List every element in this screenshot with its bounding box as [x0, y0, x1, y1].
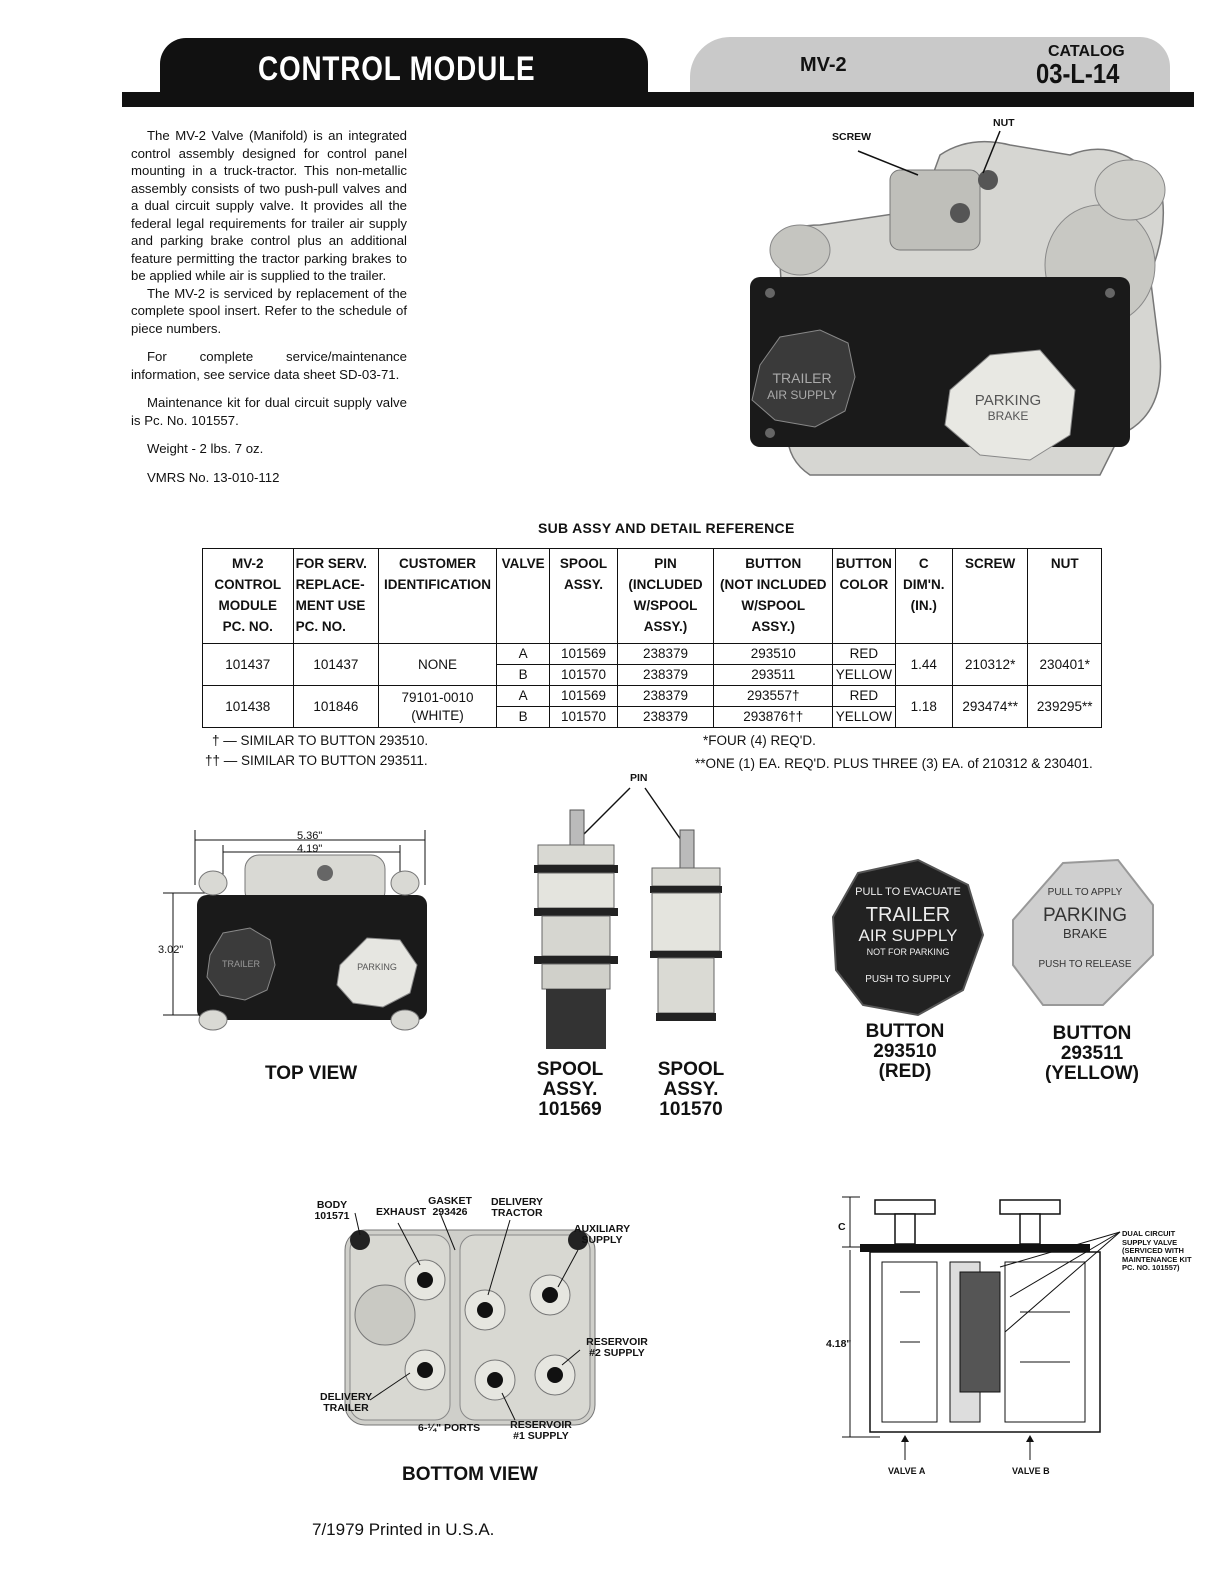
- label-ports: 6-¼" PORTS: [418, 1422, 481, 1434]
- header-line: (IN.): [910, 598, 937, 613]
- button-number: 293510: [873, 1041, 937, 1062]
- col-header-valve: [496, 549, 549, 644]
- col-header-customer: [379, 549, 497, 644]
- button-drawing: [828, 855, 1158, 1025]
- header-line: DIM'N.: [903, 577, 945, 592]
- header-line: PC. NO.: [222, 619, 273, 634]
- cell-color: RED: [833, 644, 895, 665]
- label-delivery-tractor: DELIVERY TRACTOR: [490, 1196, 544, 1219]
- page-title: CONTROL MODULE: [258, 50, 536, 88]
- section-dim-c: C: [838, 1221, 846, 1233]
- valve-b-label: VALVE B: [1012, 1466, 1050, 1476]
- cell-valve: A: [496, 686, 549, 707]
- cell-color: RED: [833, 686, 895, 707]
- col-header-screw: [952, 549, 1028, 644]
- screw-label: SCREW: [832, 131, 872, 143]
- cell-nut: 230401*: [1028, 644, 1102, 686]
- customer-line: 79101-0010: [401, 689, 474, 705]
- intro-paragraph: Maintenance kit for dual circuit supply valve is Pc. No. 101557.: [131, 395, 407, 428]
- intro-paragraph: For complete service/maintenance information, see service data sheet SD-03-71.: [131, 349, 407, 382]
- col-header-button: [714, 549, 833, 644]
- bottom-view-drawing: [330, 1195, 610, 1445]
- cell-pin: 238379: [617, 686, 714, 707]
- cell-service: 101846: [293, 686, 379, 728]
- model-name: MV-2: [800, 54, 847, 76]
- footnote-double-star: **ONE (1) EA. REQ'D. PLUS THREE (3) EA. of 210312 & 230401.: [695, 756, 1093, 771]
- col-header-spool: [550, 549, 617, 644]
- spool-label: SPOOL ASSY.: [536, 1059, 604, 1100]
- label-auxiliary-supply: AUXILIARY SUPPLY: [573, 1223, 631, 1246]
- yellow-button-line: PARKING: [1042, 905, 1128, 926]
- header-rule: [122, 92, 1194, 107]
- header-line: MODULE: [218, 598, 278, 613]
- header-line: BUTTON: [835, 556, 892, 571]
- dim-height: 3.02": [158, 944, 184, 956]
- cell-module: 101438: [203, 686, 294, 728]
- header-line: ASSY.): [751, 619, 795, 634]
- label-exhaust: EXHAUST: [376, 1206, 427, 1218]
- table-row: [203, 644, 1102, 665]
- button-label: BUTTON: [865, 1021, 945, 1042]
- cell-customer: NONE: [379, 644, 497, 686]
- cell-color: YELLOW: [833, 665, 895, 686]
- cell-spool: 101569: [550, 644, 617, 665]
- customer-line: (WHITE): [411, 707, 464, 723]
- header-line: VALVE: [501, 556, 545, 571]
- cell-valve: B: [496, 665, 549, 686]
- cell-screw: 210312*: [952, 644, 1028, 686]
- cell-spool: 101570: [550, 665, 617, 686]
- intro-text: [131, 127, 407, 497]
- header-line: PC. NO.: [295, 619, 346, 634]
- cell-module: 101437: [203, 644, 294, 686]
- cell-screw: 293474**: [952, 686, 1028, 728]
- header-line: C: [918, 556, 929, 571]
- header-line: W/SPOOL: [741, 598, 806, 613]
- spool-label: SPOOL ASSY.: [657, 1059, 725, 1100]
- col-header-button-color: [833, 549, 895, 644]
- button-label: BUTTON: [1052, 1023, 1132, 1044]
- col-header-pin: [617, 549, 714, 644]
- header-line: PIN: [654, 556, 677, 571]
- nut-label: NUT: [993, 117, 1015, 129]
- cell-button: 293876††: [714, 707, 833, 728]
- header-line: COLOR: [839, 577, 889, 592]
- header-line: FOR SERV.: [295, 556, 367, 571]
- button-color: (YELLOW): [1045, 1063, 1139, 1084]
- intro-paragraph: The MV-2 Valve (Manifold) is an integrated control assembly designed for control panel mounting in a truck-tractor. This non-metallic assembly consists of two push-pull valves and a dual circuit supply valve. It provides all the federal legal requirements for trailer air supply and parking brake control plus an additional feature permitting the tractor parking brakes to be applied while air is supplied to the trailer.: [131, 128, 407, 283]
- cell-color: YELLOW: [833, 707, 895, 728]
- cell-pin: 238379: [617, 644, 714, 665]
- module-photo: [740, 115, 1180, 485]
- header-line: ASSY.): [643, 619, 688, 634]
- red-button-line: AIR SUPPLY: [858, 926, 958, 945]
- spool-number: 101569: [538, 1099, 602, 1120]
- spool-drawing: [520, 780, 750, 1065]
- pin-label: PIN: [630, 772, 648, 784]
- footnote-double-dagger: †† — SIMILAR TO BUTTON 293511.: [205, 753, 428, 768]
- cell-c-dim: 1.44: [895, 644, 952, 686]
- svg-text:TRAILER: TRAILER: [221, 959, 261, 969]
- cell-spool: 101570: [550, 707, 617, 728]
- button-caption-2: [1032, 1024, 1152, 1084]
- header-line: IDENTIFICATION: [384, 577, 492, 592]
- cell-pin: 238379: [617, 707, 714, 728]
- cell-nut: 239295**: [1028, 686, 1102, 728]
- svg-text:BRAKE: BRAKE: [987, 409, 1029, 423]
- yellow-button-line: BRAKE: [1062, 926, 1108, 941]
- col-header-c-dim: [895, 549, 952, 644]
- dual-circuit-note: DUAL CIRCUIT SUPPLY VALVE (SERVICED WITH MAINTENANCE KIT PC. NO. 101557): [1122, 1229, 1192, 1272]
- label-gasket: GASKET 293426: [428, 1195, 472, 1218]
- header-line: MENT USE: [295, 598, 366, 613]
- label-reservoir-1: RESERVOIR #1 SUPPLY: [510, 1419, 572, 1442]
- header-line: SPOOL: [559, 556, 608, 571]
- col-header-nut: [1028, 549, 1102, 644]
- print-note: 7/1979 Printed in U.S.A.: [312, 1520, 495, 1539]
- catalog-label: CATALOG: [1048, 43, 1125, 60]
- cell-button: 293557†: [714, 686, 833, 707]
- header-line: MV-2: [232, 556, 264, 571]
- red-button-line: PUSH TO SUPPLY: [865, 974, 951, 985]
- footnote-dagger: † — SIMILAR TO BUTTON 293510.: [212, 733, 429, 748]
- svg-text:AIR SUPPLY: AIR SUPPLY: [767, 388, 837, 402]
- header-line: (INCLUDED: [628, 577, 703, 592]
- red-button-line: TRAILER: [865, 904, 951, 926]
- bottom-view-caption: BOTTOM VIEW: [402, 1464, 538, 1485]
- table-row: [203, 686, 1102, 707]
- label-delivery-trailer: DELIVERY TRAILER: [320, 1391, 373, 1414]
- valve-a-label: VALVE A: [888, 1466, 926, 1476]
- header-line: CUSTOMER: [399, 556, 477, 571]
- yellow-button-line: PULL TO APPLY: [1047, 887, 1123, 898]
- header-line: (NOT INCLUDED: [720, 577, 827, 592]
- header-line: CONTROL: [214, 577, 282, 592]
- svg-text:PARKING: PARKING: [974, 392, 1042, 409]
- top-view-caption: TOP VIEW: [265, 1063, 358, 1084]
- cell-button: 293510: [714, 644, 833, 665]
- header-line: SCREW: [965, 556, 1016, 571]
- spool-number: 101570: [659, 1099, 723, 1120]
- cell-valve: B: [496, 707, 549, 728]
- table-title: SUB ASSY AND DETAIL REFERENCE: [538, 520, 795, 536]
- svg-text:TRAILER: TRAILER: [772, 370, 832, 386]
- cell-valve: A: [496, 644, 549, 665]
- header-line: REPLACE-: [295, 577, 365, 592]
- col-header-service: [293, 549, 379, 644]
- dim-inner: 4.19": [297, 843, 323, 855]
- section-dim-height: 4.18": [826, 1338, 852, 1350]
- yellow-button-line: PUSH TO RELEASE: [1038, 959, 1132, 970]
- label-body: BODY 101571: [314, 1199, 350, 1222]
- red-button-line: PULL TO EVACUATE: [855, 886, 961, 898]
- button-number: 293511: [1060, 1043, 1124, 1064]
- header-line: W/SPOOL: [633, 598, 698, 613]
- catalog-number: 03-L-14: [1036, 58, 1120, 89]
- top-view-drawing: [155, 825, 440, 1050]
- cell-c-dim: 1.18: [895, 686, 952, 728]
- intro-paragraph: The MV-2 is serviced by replacement of the complete spool insert. Refer to the schedule of piece numbers.: [131, 285, 407, 336]
- intro-paragraph: Weight - 2 lbs. 7 oz.: [147, 441, 264, 456]
- header-line: BUTTON: [745, 556, 802, 571]
- cell-pin: 238379: [617, 665, 714, 686]
- spool-caption-2: [637, 1060, 745, 1120]
- cell-customer: [379, 686, 497, 728]
- footnote-star: *FOUR (4) REQ'D.: [703, 733, 816, 748]
- label-reservoir-2: RESERVOIR #2 SUPPLY: [586, 1336, 648, 1359]
- button-caption-1: [850, 1022, 960, 1082]
- table-header-row: [203, 549, 1102, 644]
- button-color: (RED): [878, 1061, 932, 1082]
- intro-paragraph: VMRS No. 13-010-112: [147, 469, 280, 485]
- header-line: ASSY.: [563, 577, 604, 592]
- col-header-module: [203, 549, 294, 644]
- red-button-line: NOT FOR PARKING: [866, 947, 950, 957]
- cell-service: 101437: [293, 644, 379, 686]
- reference-table: [202, 548, 1102, 728]
- dim-width: 5.36": [297, 830, 323, 842]
- header-line: NUT: [1050, 556, 1079, 571]
- cell-button: 293511: [714, 665, 833, 686]
- svg-text:PARKING: PARKING: [357, 962, 397, 972]
- spool-caption-1: [516, 1060, 624, 1120]
- cell-spool: 101569: [550, 686, 617, 707]
